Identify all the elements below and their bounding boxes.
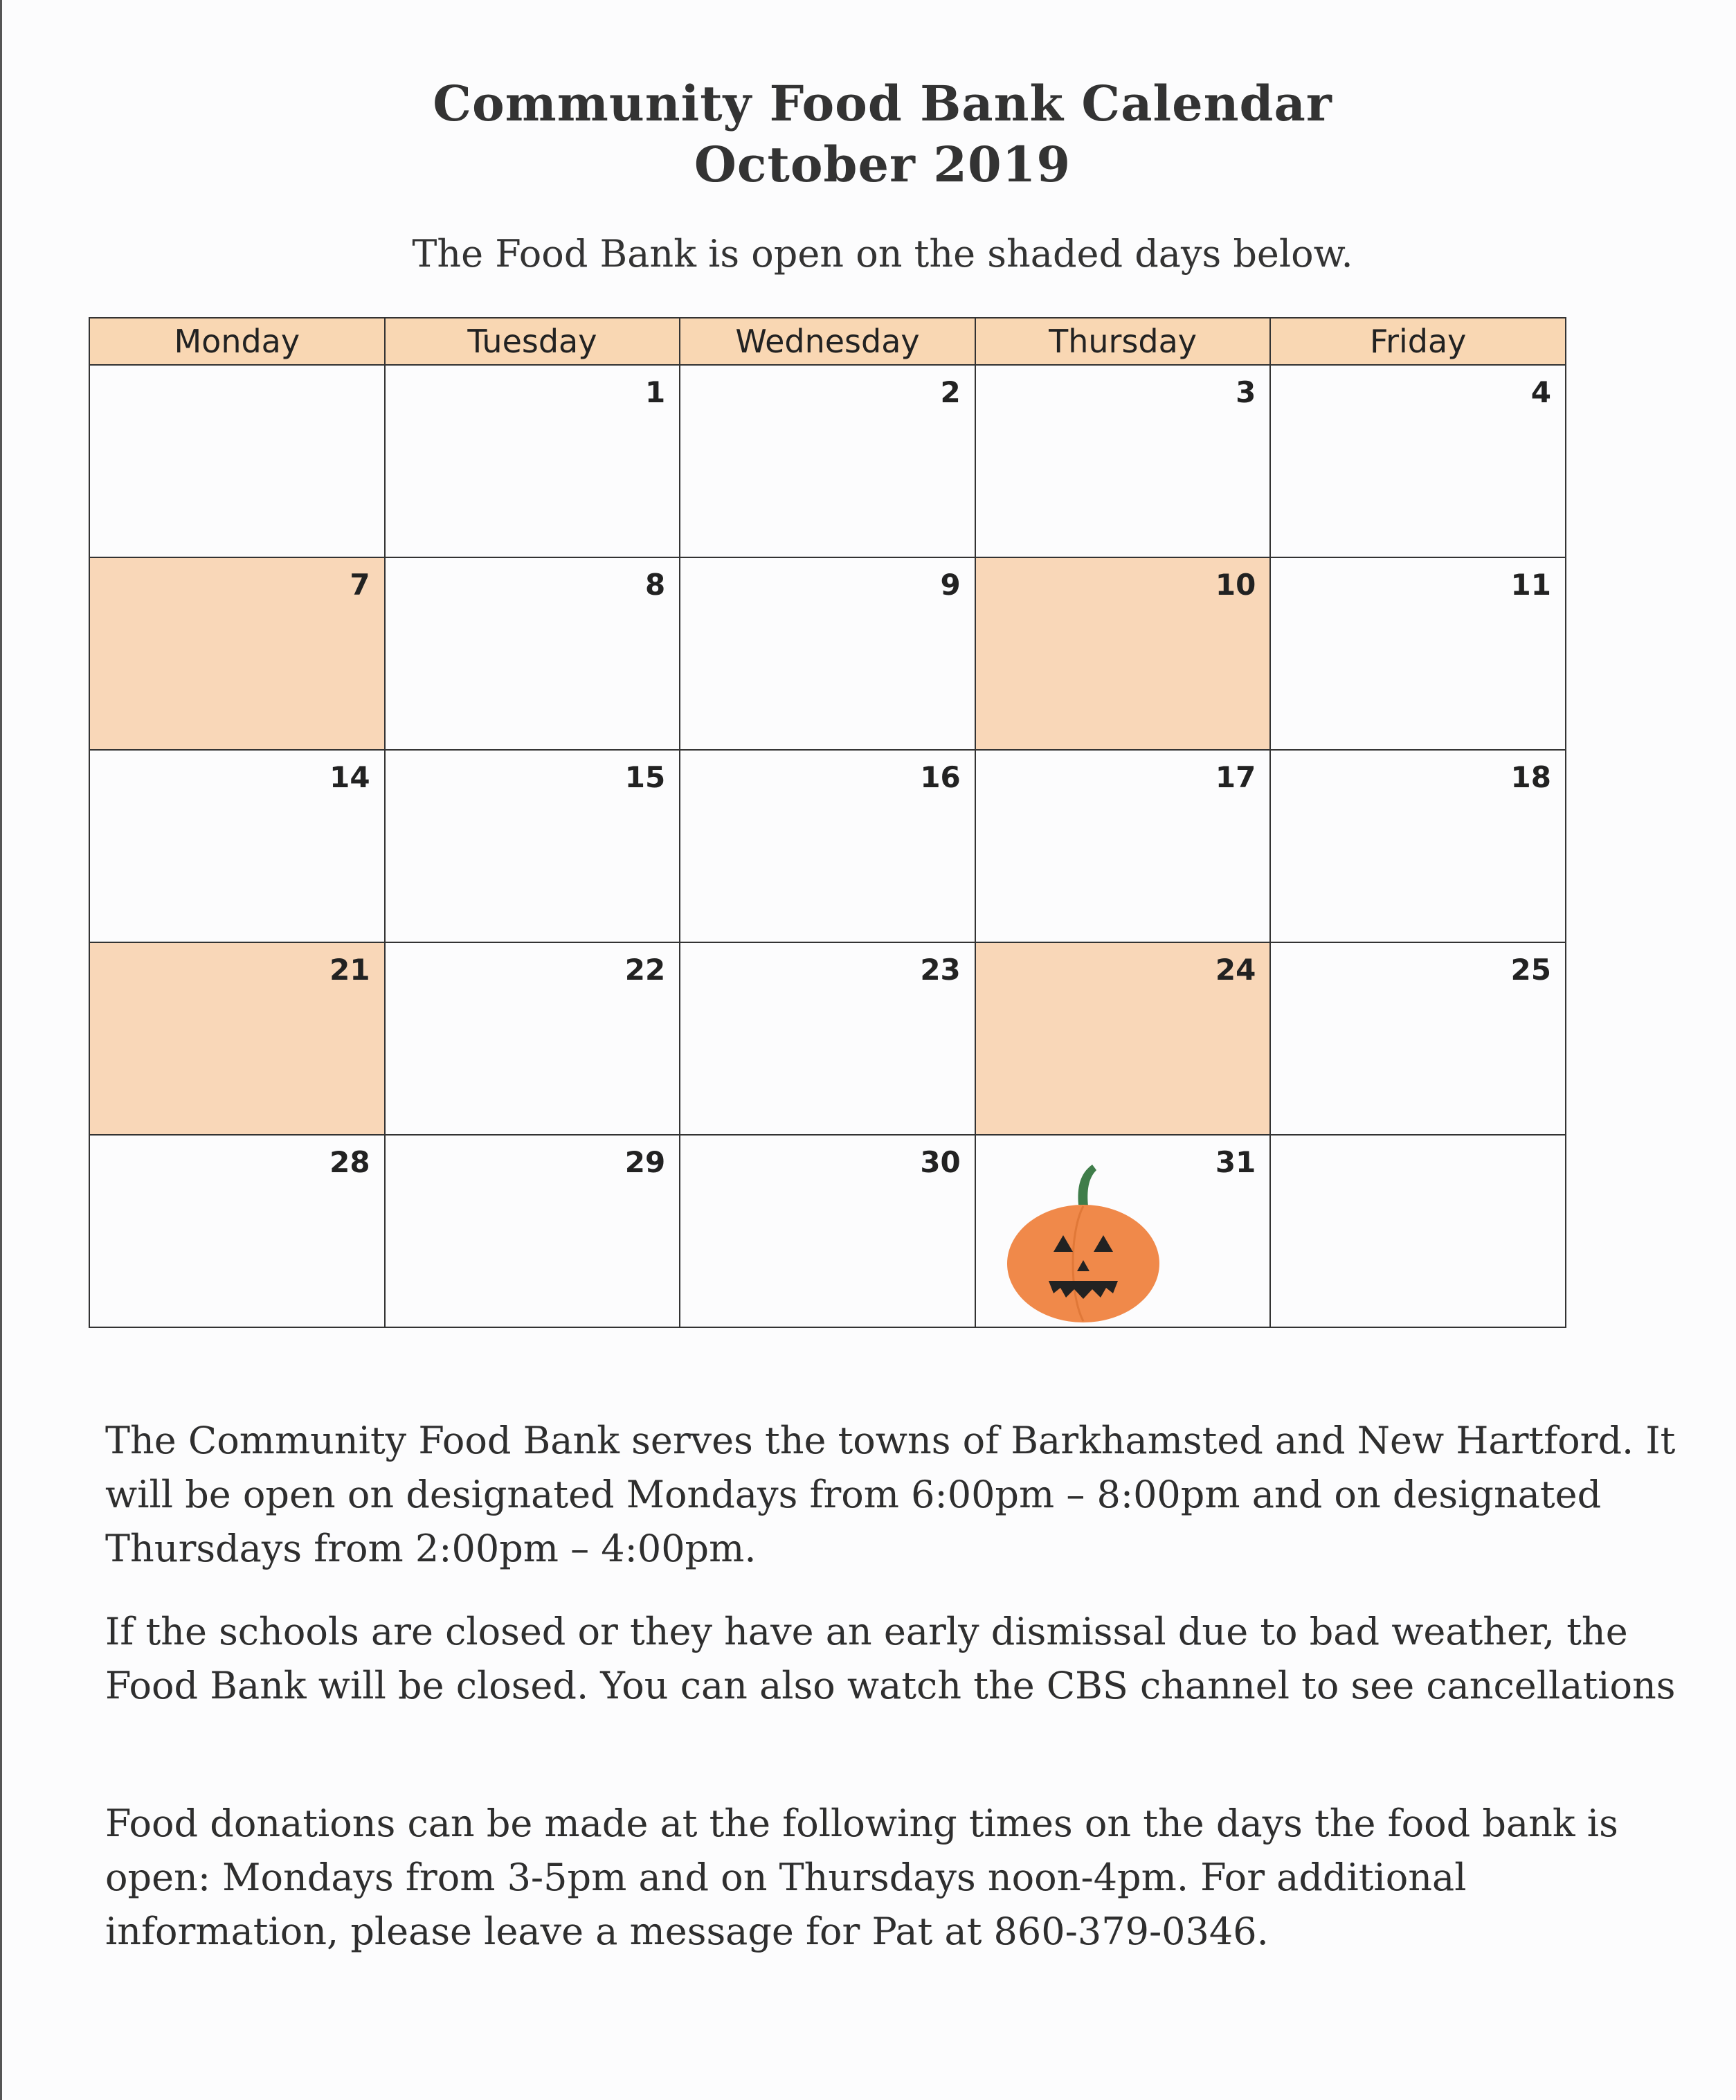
calendar-day-cell bbox=[385, 750, 680, 942]
day-number: 30 bbox=[920, 1145, 961, 1179]
day-number: 7 bbox=[350, 568, 370, 602]
calendar-week-row bbox=[89, 942, 1566, 1135]
day-number: 28 bbox=[329, 1145, 370, 1179]
calendar-day-cell bbox=[1270, 365, 1566, 557]
calendar-caption: The Food Bank is open on the shaded days below. bbox=[412, 232, 1353, 276]
weekday-header: Thursday bbox=[975, 318, 1271, 365]
calendar-day-cell bbox=[680, 365, 975, 557]
calendar-week-row bbox=[89, 557, 1566, 750]
day-number: 22 bbox=[624, 953, 666, 987]
calendar-day-cell bbox=[680, 557, 975, 750]
calendar-day-cell bbox=[89, 750, 385, 942]
info-paragraph-closures: If the schools are closed or they have an early dismissal due to bad weather, the Food Bank will be closed. You can also watch the CBS channel to see cancellations bbox=[105, 1610, 1676, 1707]
day-number: 11 bbox=[1510, 568, 1551, 602]
calendar-day-cell bbox=[975, 365, 1271, 557]
calendar-day-cell bbox=[975, 1135, 1271, 1327]
day-number: 21 bbox=[329, 953, 370, 987]
calendar-day-cell bbox=[89, 365, 385, 557]
day-number: 16 bbox=[920, 760, 961, 794]
calendar-day-cell bbox=[680, 942, 975, 1135]
calendar-day-cell bbox=[385, 557, 680, 750]
calendar-day-cell-open bbox=[975, 942, 1271, 1135]
day-number: 17 bbox=[1215, 760, 1256, 794]
weekday-header: Wednesday bbox=[680, 318, 975, 365]
page-subtitle-month: October 2019 bbox=[694, 136, 1072, 193]
day-number: 1 bbox=[644, 375, 666, 409]
calendar-day-cell-open bbox=[975, 557, 1271, 750]
calendar-grid bbox=[89, 317, 1566, 1328]
jack-o-lantern-icon bbox=[1004, 1149, 1163, 1322]
info-paragraph-donations: Food donations can be made at the following times on the days the food bank is open: Mondays from 3-5pm and on Thursdays noon-4pm. For additional information, please leave a message for Pat at 860-379-0346. bbox=[105, 1802, 1618, 1953]
day-number: 25 bbox=[1510, 953, 1551, 987]
day-number: 15 bbox=[624, 760, 666, 794]
day-number: 18 bbox=[1510, 760, 1551, 794]
calendar-day-cell bbox=[1270, 1135, 1566, 1327]
day-number bbox=[90, 366, 384, 375]
calendar-day-cell-open bbox=[89, 557, 385, 750]
day-number: 3 bbox=[1236, 375, 1256, 409]
calendar-week-row bbox=[89, 365, 1566, 557]
day-number: 24 bbox=[1215, 953, 1256, 987]
page-title: Community Food Bank Calendar bbox=[433, 75, 1332, 132]
page-edge bbox=[0, 0, 2, 2100]
calendar-day-cell bbox=[680, 750, 975, 942]
weekday-header-row bbox=[89, 318, 1566, 365]
day-number: 29 bbox=[624, 1145, 666, 1179]
calendar-day-cell bbox=[385, 365, 680, 557]
day-number: 9 bbox=[940, 568, 961, 602]
day-number: 23 bbox=[920, 953, 961, 987]
calendar-day-cell bbox=[680, 1135, 975, 1327]
calendar-day-cell bbox=[1270, 750, 1566, 942]
day-number bbox=[1271, 1136, 1565, 1145]
weekday-header: Tuesday bbox=[385, 318, 680, 365]
day-number: 14 bbox=[329, 760, 370, 794]
weekday-header: Friday bbox=[1270, 318, 1566, 365]
calendar-day-cell bbox=[1270, 942, 1566, 1135]
weekday-header: Monday bbox=[89, 318, 385, 365]
day-number: 4 bbox=[1530, 375, 1551, 409]
day-number: 10 bbox=[1215, 568, 1256, 602]
day-number: 8 bbox=[644, 568, 666, 602]
calendar-day-cell bbox=[975, 750, 1271, 942]
day-number: 31 bbox=[1215, 1145, 1256, 1179]
info-paragraph-hours: The Community Food Bank serves the towns of Barkhamsted and New Hartford. It will be open on designated Mondays from 6:00pm – 8:00pm and on designated Thursdays from 2:00pm – 4:00pm. bbox=[105, 1419, 1676, 1570]
calendar-day-cell bbox=[385, 1135, 680, 1327]
calendar-day-cell-open bbox=[89, 942, 385, 1135]
calendar-week-row bbox=[89, 1135, 1566, 1327]
day-number: 2 bbox=[940, 375, 961, 409]
calendar-day-cell bbox=[385, 942, 680, 1135]
calendar-week-row bbox=[89, 750, 1566, 942]
calendar-day-cell bbox=[89, 1135, 385, 1327]
calendar-day-cell bbox=[1270, 557, 1566, 750]
